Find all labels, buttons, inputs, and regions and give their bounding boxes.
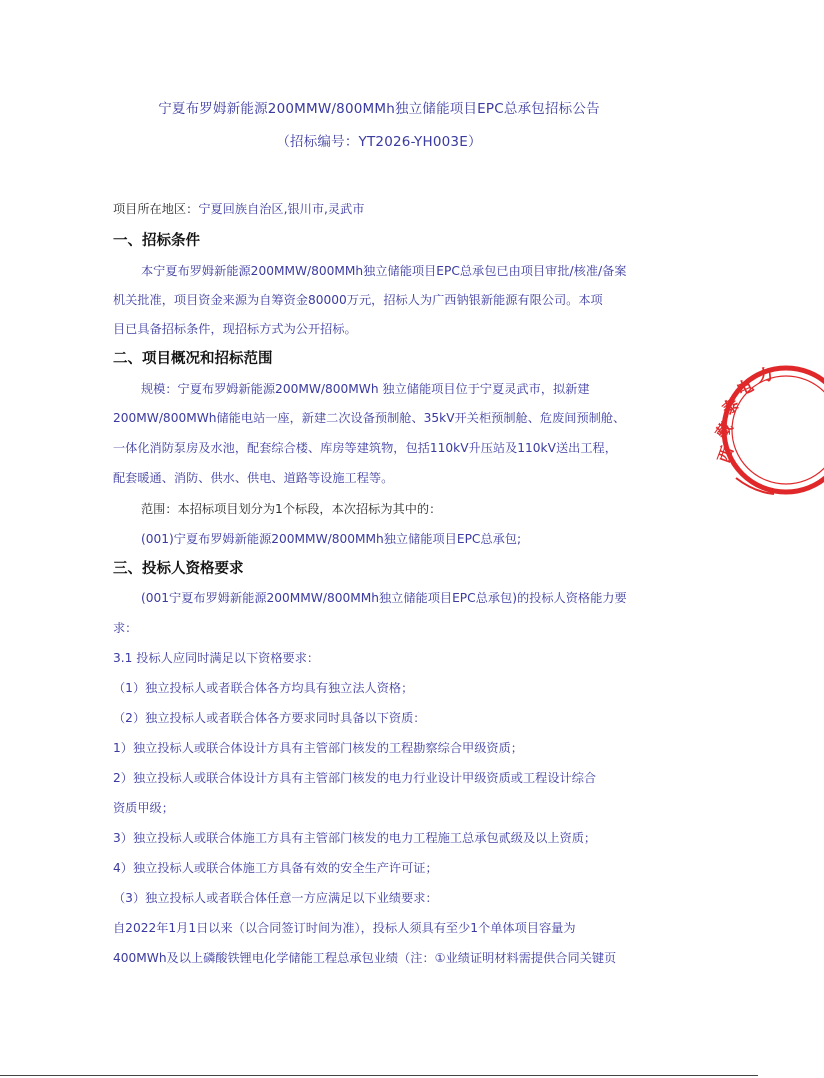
paragraph-line: 目已具备招标条件，现招标方式为公开招标。 xyxy=(113,322,357,336)
paragraph-line: 3）独立投标人或联合体施工方具有主管部门核发的电力工程施工总承包贰级及以上资质； xyxy=(113,831,597,845)
paragraph-line: （2）独立投标人或者联合体各方要求同时具备以下资质： xyxy=(113,711,426,725)
paragraph-line: 资质甲级； xyxy=(113,801,174,815)
section-heading-2: 二、项目概况和招标范围 xyxy=(113,351,273,367)
location-label: 项目所在地区： xyxy=(113,202,199,216)
svg-text:泰: 泰 xyxy=(718,394,743,420)
paragraph-line: 本宁夏布罗姆新能源200MMW/800MMh独立储能项目EPC总承包已由项目审批/核准/备案 xyxy=(141,264,627,278)
paragraph-line: (001宁夏布罗姆新能源200MMW/800MMh独立储能项目EPC总承包)的投标人资格能力要 xyxy=(141,591,627,605)
paragraph-line: （1）独立投标人或者联合体各方均具有独立法人资格； xyxy=(113,681,414,695)
paragraph-line: 200MW/800MWh储能电站一座，新建二次设备预制舱、35kV开关柜预制舱、危废间预制舱、 xyxy=(113,411,626,425)
paragraph-line: 机关批准，项目资金来源为自筹资金80000万元，招标人为广西钠银新能源有限公司。本项 xyxy=(113,293,603,307)
svg-text:力: 力 xyxy=(755,364,775,386)
paragraph-line: 自2022年1月1日以来（以合同签订时间为准），投标人须具有至少1个单体项目容量为 xyxy=(113,921,576,935)
company-seal-stamp xyxy=(711,360,824,500)
svg-text:西: 西 xyxy=(713,443,738,466)
page-bottom-divider xyxy=(0,1075,758,1076)
location-value: 宁夏回族自治区,银川市,灵武市 xyxy=(198,202,365,216)
paragraph-line: 2）独立投标人或联合体设计方具有主管部门核发的电力行业设计甲级资质或工程设计综合 xyxy=(113,771,597,785)
svg-text:藏: 藏 xyxy=(711,418,737,443)
tender-code: （招标编号：YT2026-YH003E） xyxy=(276,134,482,150)
paragraph-line: 范围：本招标项目划分为1个标段，本次招标为其中的： xyxy=(141,502,442,516)
section-heading-1: 一、招标条件 xyxy=(113,233,200,249)
project-location xyxy=(113,200,648,217)
document-title: 宁夏布罗姆新能源200MMW/800MMh独立储能项目EPC总承包招标公告 xyxy=(158,101,600,117)
paragraph-line: 求： xyxy=(113,621,138,635)
paragraph-line: 3.1 投标人应同时满足以下资格要求： xyxy=(113,651,320,665)
paragraph-line: 规模：宁夏布罗姆新能源200MW/800MWh 独立储能项目位于宁夏灵武市，拟新建 xyxy=(141,382,590,396)
paragraph-line: 400MWh及以上磷酸铁锂电化学储能工程总承包业绩（注：①业绩证明材料需提供合同关键页 xyxy=(113,951,617,965)
paragraph-line: 4）独立投标人或联合体施工方具备有效的安全生产许可证； xyxy=(113,861,438,875)
paragraph-line: 配套暖通、消防、供水、供电、道路等设施工程等。 xyxy=(113,471,394,485)
svg-text:电: 电 xyxy=(733,375,757,400)
section-heading-3: 三、投标人资格要求 xyxy=(113,561,244,577)
paragraph-line: 一体化消防泵房及水池，配套综合楼、库房等建筑物，包括110kV升压站及110kV送出工程， xyxy=(113,441,617,455)
paragraph-line: 1）独立投标人或联合体设计方具有主管部门核发的工程勘察综合甲级资质； xyxy=(113,741,523,755)
paragraph-line: （3）独立投标人或者联合体任意一方应满足以下业绩要求： xyxy=(113,891,438,905)
paragraph-line: (001)宁夏布罗姆新能源200MMW/800MMh独立储能项目EPC总承包; xyxy=(141,532,522,546)
